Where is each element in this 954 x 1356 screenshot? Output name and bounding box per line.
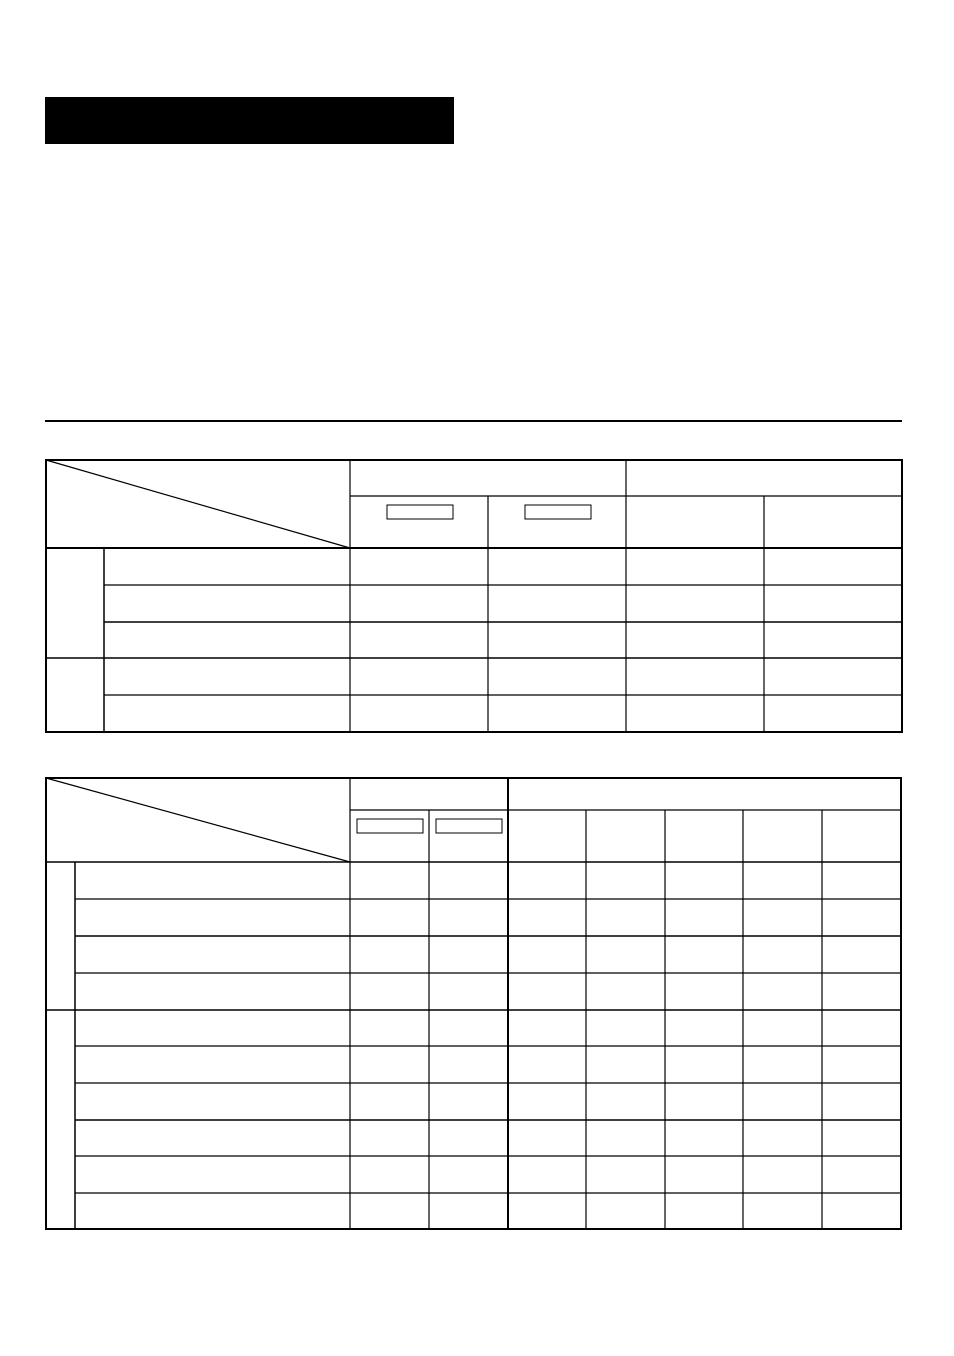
table-2-header-label-box <box>357 819 423 833</box>
table-2-header-diagonal <box>46 778 350 862</box>
table-2-border <box>46 778 901 1229</box>
table-2-header-label-box <box>436 819 502 833</box>
